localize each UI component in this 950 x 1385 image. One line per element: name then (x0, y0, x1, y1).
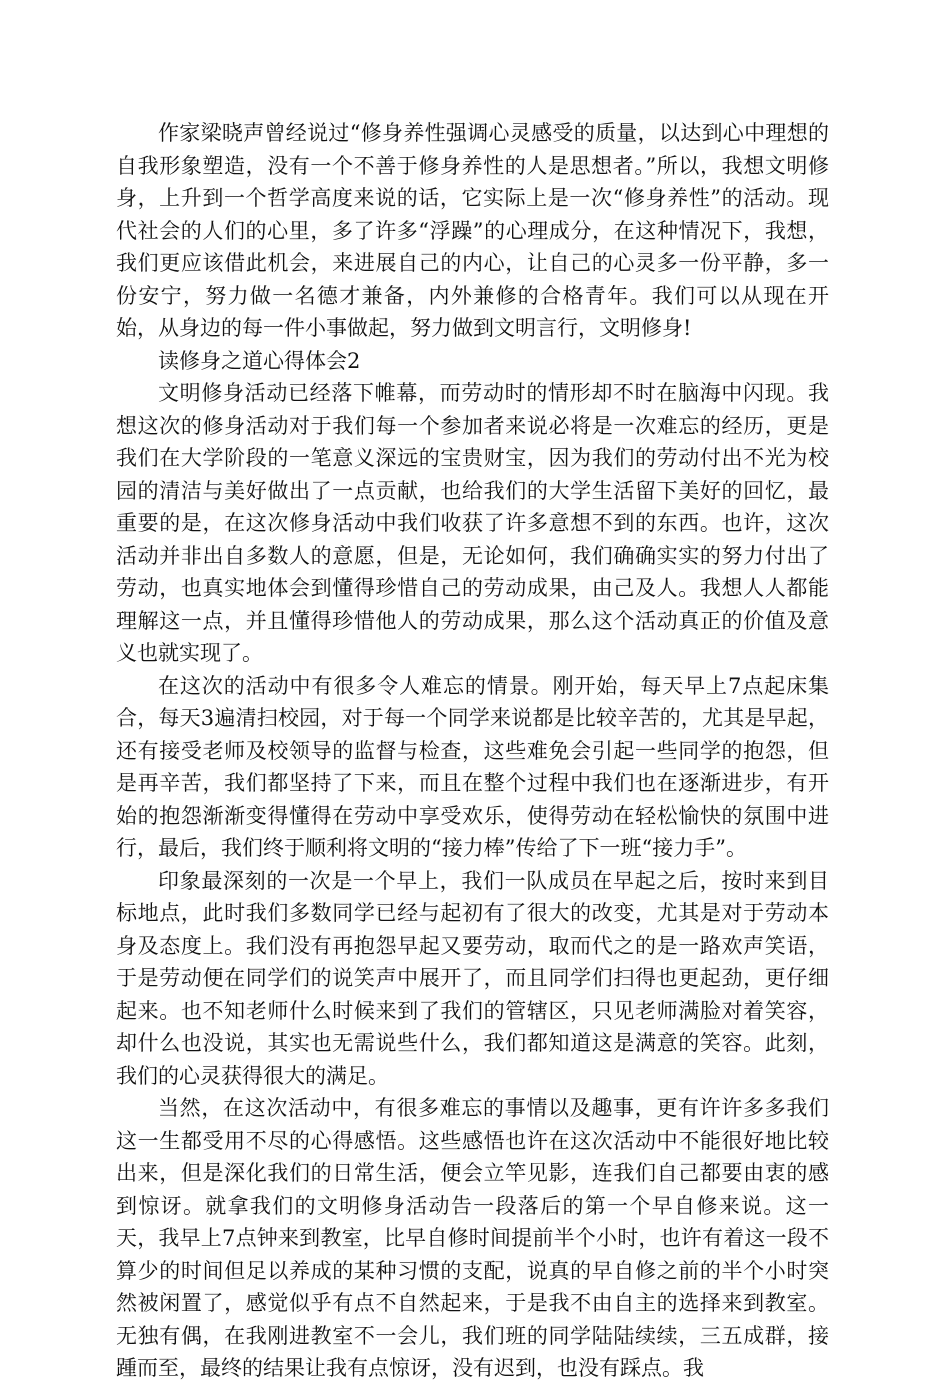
paragraph-3: 在这次的活动中有很多令人难忘的情景。刚开始，每天早上7点起床集合，每天3遍清扫校园，对于每一个同学来说都是比较辛苦的，尤其是早起，还有接受老师及校领导的监督与检查，这些难免会引起一些同学的抱怨，但是再辛苦，我们都坚持了下来，而且在整个过程中我们也在逐渐进步，有开始的抱怨渐渐变得懂得在劳动中享受欢乐，使得劳动在轻松愉快的氛围中进行，最后，我们终于顺利将文明的“接力棒”传给了下一班“接力手”。 (116, 673, 829, 860)
paragraph-5: 当然，在这次活动中，有很多难忘的事情以及趣事，更有许许多多我们这一生都受用不尽的心得感悟。这些感悟也许在这次活动中不能很好地比较出来，但是深化我们的日常生活，便会立竿见影，连我们自己都要由衷的感到惊讶。就拿我们的文明修身活动告一段落后的第一个早自修来说。这一天，我早上7点钟来到教室，比早自修时间提前半个小时，也许有着这一段不算少的时间但足以养成的某种习惯的支配，说真的早自修之前的半个小时突然被闲置了，感觉似乎有点不自然起来，于是我不由自主的选择来到教室。无独有偶，在我刚进教室不一会儿，我们班的同学陆陆续续，三五成群，接踵而至，最终的结果让我有点惊讶，没有迟到，也没有踩点。我 (116, 1096, 829, 1380)
document-page (116, 117, 829, 1385)
paragraph-2: 文明修身活动已经落下帷幕，而劳动时的情形却不时在脑海中闪现。我想这次的修身活动对于我们每一个参加者来说必将是一次难忘的经历，更是我们在大学阶段的一笔意义深远的宝贵财宝，因为我们的劳动付出不光为校园的清洁与美好做出了一点贡献，也给我们的大学生活留下美好的回忆，最重要的是，在这次修身活动中我们收获了许多意想不到的东西。也许，这次活动并非出自多数人的意愿，但是，无论如何，我们确确实实的努力付出了劳动，也真实地体会到懂得珍惜自己的劳动成果，由己及人。我想人人都能理解这一点，并且懂得珍惜他人的劳动成果，那么这个活动真正的价值及意义也就实现了。 (116, 381, 829, 665)
paragraph-1: 作家梁晓声曾经说过“修身养性强调心灵感受的质量，以达到心中理想的自我形象塑造，没有一个不善于修身养性的人是思想者。”所以，我想文明修身，上升到一个哲学高度来说的话，它实际上是一次“修身养性”的活动。现代社会的人们的心里，多了许多“浮躁”的心理成分，在这种情况下，我想，我们更应该借此机会，来进展自己的内心，让自己的心灵多一份平静，多一份安宁，努力做一名德才兼备，内外兼修的合格青年。我们可以从现在开始，从身边的每一件小事做起，努力做到文明言行，文明修身! (116, 121, 829, 340)
section-subtitle: 读修身之道心得体会2 (158, 348, 361, 373)
paragraph-4: 印象最深刻的一次是一个早上，我们一队成员在早起之后，按时来到目标地点，此时我们多数同学已经与起初有了很大的改变，尤其是对于劳动本身及态度上。我们没有再抱怨早起又要劳动，取而代之的是一路欢声笑语，于是劳动便在同学们的说笑声中展开了，而且同学们扫得也更起劲，更仔细起来。也不知老师什么时候来到了我们的管辖区，只见老师满脸对着笑容，却什么也没说，其实也无需说些什么，我们都知道这是满意的笑容。此刻，我们的心灵获得很大的满足。 (116, 868, 829, 1088)
